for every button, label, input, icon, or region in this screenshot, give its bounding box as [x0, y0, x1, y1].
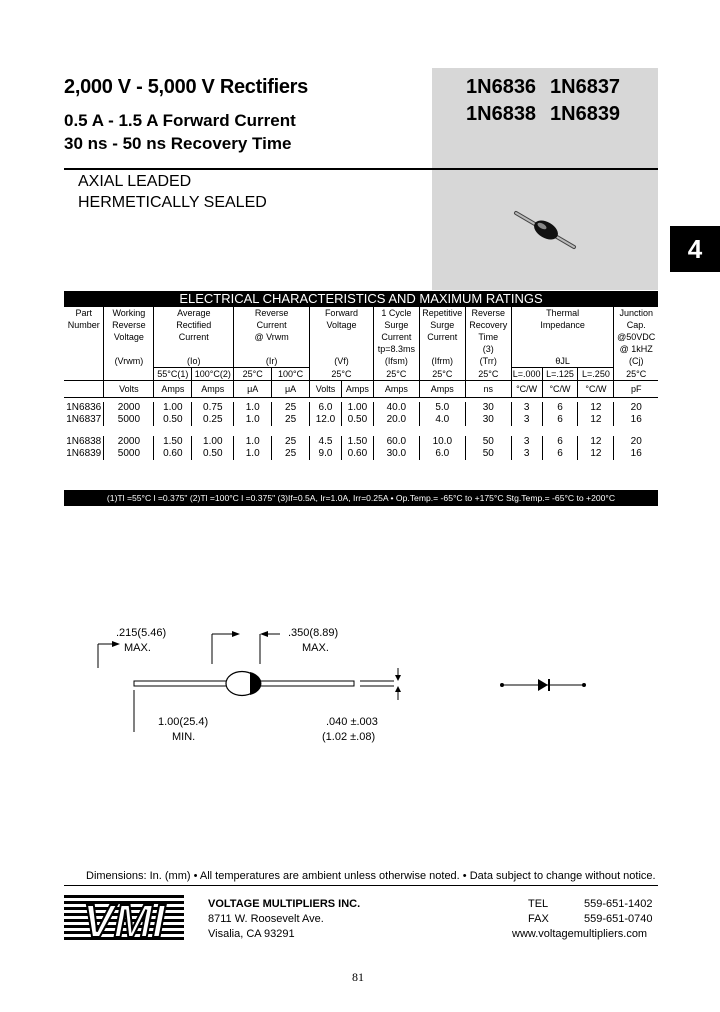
recovery-time-range: 30 ns - 50 ns Recovery Time: [64, 134, 292, 153]
value-cell: 5.0: [419, 402, 465, 414]
part-number: 1N6837: [550, 76, 621, 98]
table-row: [64, 426, 658, 436]
part-number: 1N6838: [466, 103, 537, 125]
condition-cell: L=.250: [578, 368, 614, 381]
header-cell: @ Vrwm: [234, 331, 310, 343]
unit-cell: [64, 381, 104, 398]
tel-label: TEL: [528, 898, 549, 910]
unit-cell: ns: [465, 381, 511, 398]
part-number: 1N6836: [466, 76, 537, 98]
company-name: VOLTAGE MULTIPLIERS INC.: [208, 898, 361, 910]
value-cell: 60.0: [373, 436, 419, 448]
condition-cell: [104, 368, 154, 381]
section-tab: 4: [670, 226, 720, 272]
value-cell: 25: [272, 436, 310, 448]
package-type: AXIAL LEADED: [78, 173, 192, 190]
header-row-2: [64, 319, 658, 331]
header-cell: Impedance: [511, 319, 614, 331]
unit-cell: Amps: [154, 381, 192, 398]
value-cell: 12: [578, 414, 614, 426]
value-cell: 20.0: [373, 414, 419, 426]
value-cell: 6: [542, 414, 578, 426]
company-address-1: 8711 W. Roosevelt Ave.: [208, 913, 324, 925]
table-row: [64, 414, 658, 426]
symbol-cell: (Trr): [465, 355, 511, 368]
logo-text: VMI: [83, 895, 165, 945]
header-cell: Reverse: [104, 319, 154, 331]
unit-cell: Volts: [104, 381, 154, 398]
value-cell: 0.60: [341, 448, 373, 460]
header-cell: [419, 343, 465, 355]
part-number: 1N6839: [550, 103, 621, 125]
header-cell: Surge: [373, 319, 419, 331]
value-cell: 1.0: [234, 448, 272, 460]
condition-cell: 100°C: [272, 368, 310, 381]
value-cell: 0.50: [154, 414, 192, 426]
value-cell: 12: [578, 436, 614, 448]
header-row-1: [64, 307, 658, 319]
header-cell: Rectified: [154, 319, 234, 331]
value-cell: 5000: [104, 448, 154, 460]
header-cell: tp=8.3ms: [373, 343, 419, 355]
part-number-panel: [432, 68, 658, 290]
product-title: 2,000 V - 5,000 V Rectifiers: [64, 76, 308, 98]
condition-cell: 25°C: [373, 368, 419, 381]
condition-cell: 25°C: [419, 368, 465, 381]
col-thermal-header: Thermal: [511, 307, 614, 319]
value-cell: 16: [614, 448, 658, 460]
package-seal: HERMETICALLY SEALED: [78, 194, 267, 211]
value-cell: 3: [511, 436, 542, 448]
table-row: [64, 436, 658, 448]
value-cell: 12.0: [310, 414, 342, 426]
header-cell: Current: [373, 331, 419, 343]
col-vf-header: Forward: [310, 307, 374, 319]
header-cell: Time: [465, 331, 511, 343]
header-cell: Recovery: [465, 319, 511, 331]
header-cell: Cap.: [614, 319, 658, 331]
value-cell: 0.50: [341, 414, 373, 426]
fax-label: FAX: [528, 913, 549, 925]
value-cell: 30: [465, 414, 511, 426]
value-cell: 30.0: [373, 448, 419, 460]
value-cell: 9.0: [310, 448, 342, 460]
value-cell: 50: [465, 436, 511, 448]
symbol-cell: [64, 355, 104, 368]
symbol-cell: (Ir): [234, 355, 310, 368]
lead-diameter-dim: .040 ±.003: [326, 716, 378, 728]
value-cell: 1.00: [154, 402, 192, 414]
body-diameter-max: MAX.: [124, 642, 151, 654]
table-footnote: (1)Tl =55°C l =0.375" (2)Tl =100°C l =0.375" (3)If=0.5A, Ir=1.0A, Irr=0.25A • Op.Temp.= -65°C to +175°C Stg.Temp.= -65°C to +200°C: [64, 490, 658, 506]
header-cell: [64, 331, 104, 343]
value-cell: 30: [465, 402, 511, 414]
header-cell: Surge: [419, 319, 465, 331]
symbol-cell: (Ifrm): [419, 355, 465, 368]
tel-number: 559-651-1402: [584, 898, 653, 910]
value-cell: 2000: [104, 402, 154, 414]
header-cell: @ 1kHZ: [614, 343, 658, 355]
page-number: 81: [352, 970, 364, 984]
header-cell: [310, 343, 374, 355]
condition-cell: 55°C(1): [154, 368, 192, 381]
website-link[interactable]: www.voltagemultipliers.com: [512, 928, 648, 940]
header-cell: [234, 343, 310, 355]
value-cell: 0.50: [192, 448, 234, 460]
unit-cell: μA: [234, 381, 272, 398]
forward-current-range: 0.5 A - 1.5 A Forward Current: [64, 111, 296, 130]
value-cell: 12: [578, 448, 614, 460]
value-cell: 6.0: [419, 448, 465, 460]
part-cell: 1N6837: [66, 413, 102, 425]
header-cell: [310, 331, 374, 343]
value-cell: 6: [542, 448, 578, 460]
body-diameter-dim: .215(5.46): [116, 627, 167, 639]
unit-cell: °C/W: [542, 381, 578, 398]
condition-cell: 100°C(2): [192, 368, 234, 381]
lead-length-min: MIN.: [172, 731, 196, 743]
condition-cell: 25°C: [465, 368, 511, 381]
symbol-cell: (Vf): [310, 355, 374, 368]
condition-cell: [64, 368, 104, 381]
value-cell: 3: [511, 414, 542, 426]
header-cell: [511, 343, 614, 355]
value-cell: 40.0: [373, 402, 419, 414]
header-cell: [104, 343, 154, 355]
header-cell: [64, 343, 104, 355]
col-ifsm-header: 1 Cycle: [373, 307, 419, 319]
body-length-max: MAX.: [302, 642, 329, 654]
units-row: [64, 381, 658, 398]
header-cell: Current: [419, 331, 465, 343]
condition-cell: 25°C: [234, 368, 272, 381]
unit-cell: pF: [614, 381, 658, 398]
header-cell: Current: [234, 319, 310, 331]
value-cell: 10.0: [419, 436, 465, 448]
company-address-2: Visalia, CA 93291: [208, 928, 295, 940]
value-cell: 3: [511, 402, 542, 414]
col-io-header: Average: [154, 307, 234, 319]
body-length-dim: .350(8.89): [288, 627, 339, 639]
symbol-cell: (Ifsm): [373, 355, 419, 368]
unit-cell: Volts: [310, 381, 342, 398]
value-cell: 50: [465, 448, 511, 460]
header-cell: (3): [465, 343, 511, 355]
value-cell: 20: [614, 402, 658, 414]
col-ir-header: Reverse: [234, 307, 310, 319]
value-cell: 25: [272, 402, 310, 414]
diode-package-illustration: [510, 205, 580, 255]
value-cell: 12: [578, 402, 614, 414]
header-cell: Voltage: [310, 319, 374, 331]
value-cell: 1.50: [154, 436, 192, 448]
conditions-row: [64, 368, 658, 381]
symbol-cell: (Cj): [614, 355, 658, 368]
footer-divider: [64, 885, 658, 886]
value-cell: 0.75: [192, 402, 234, 414]
col-trr-header: Reverse: [465, 307, 511, 319]
value-cell: 5000: [104, 414, 154, 426]
value-cell: 25: [272, 448, 310, 460]
header-cell: Number: [67, 320, 100, 330]
header-cell: [511, 331, 614, 343]
condition-cell: L=.125: [542, 368, 578, 381]
value-cell: 0.25: [192, 414, 234, 426]
header-cell: [154, 343, 234, 355]
header-cell: Voltage: [104, 331, 154, 343]
unit-cell: °C/W: [578, 381, 614, 398]
header-divider: [64, 168, 658, 170]
unit-cell: Amps: [341, 381, 373, 398]
unit-cell: Amps: [419, 381, 465, 398]
header-cell: @50VDC: [614, 331, 658, 343]
lead-diameter-mm: (1.02 ±.08): [322, 731, 376, 743]
header-row-3: [64, 331, 658, 343]
table-row: [64, 448, 658, 460]
table-title: ELECTRICAL CHARACTERISTICS AND MAXIMUM RATINGS: [64, 291, 658, 307]
col-cj-header: Junction: [614, 307, 658, 319]
value-cell: 1.50: [341, 436, 373, 448]
header-cell: Current: [154, 331, 234, 343]
general-notes: Dimensions: In. (mm) • All temperatures are ambient unless otherwise noted. • Data subject to change without notice.: [86, 870, 656, 882]
symbol-cell: (Vrwm): [104, 355, 154, 368]
unit-cell: Amps: [192, 381, 234, 398]
part-cell: 1N6836: [66, 401, 102, 413]
condition-cell: 25°C: [614, 368, 658, 381]
value-cell: 2000: [104, 436, 154, 448]
condition-cell: 25°C: [310, 368, 374, 381]
value-cell: 3: [511, 448, 542, 460]
symbol-row: [64, 355, 658, 368]
unit-cell: °C/W: [511, 381, 542, 398]
condition-cell: L=.000: [512, 369, 541, 379]
fax-number: 559-651-0740: [584, 913, 653, 925]
unit-cell: Amps: [373, 381, 419, 398]
table-row: [64, 402, 658, 414]
part-cell: 1N6838: [66, 435, 102, 447]
lead-length-dim: 1.00(25.4): [158, 716, 209, 728]
value-cell: 25: [272, 414, 310, 426]
col-vrwm-header: Working: [104, 307, 154, 319]
value-cell: 4.0: [419, 414, 465, 426]
value-cell: 6: [542, 402, 578, 414]
value-cell: 20: [614, 436, 658, 448]
value-cell: 1.0: [234, 436, 272, 448]
unit-cell: μA: [272, 381, 310, 398]
value-cell: 1.0: [234, 414, 272, 426]
col-part-number-header: Part: [75, 308, 92, 318]
symbol-cell: (Io): [154, 355, 234, 368]
diode-symbol-icon: [500, 676, 586, 694]
header-row-4: [64, 343, 658, 355]
value-cell: 4.5: [310, 436, 342, 448]
col-ifrm-header: Repetitive: [419, 307, 465, 319]
value-cell: 6: [542, 436, 578, 448]
value-cell: 16: [614, 414, 658, 426]
value-cell: 1.00: [192, 436, 234, 448]
value-cell: 1.0: [234, 402, 272, 414]
part-cell: 1N6839: [66, 447, 102, 459]
symbol-cell: θJL: [511, 355, 614, 368]
electrical-characteristics-table: [64, 291, 658, 460]
value-cell: 1.00: [341, 402, 373, 414]
vmi-logo: [64, 893, 184, 945]
value-cell: 6.0: [310, 402, 342, 414]
value-cell: 0.60: [154, 448, 192, 460]
